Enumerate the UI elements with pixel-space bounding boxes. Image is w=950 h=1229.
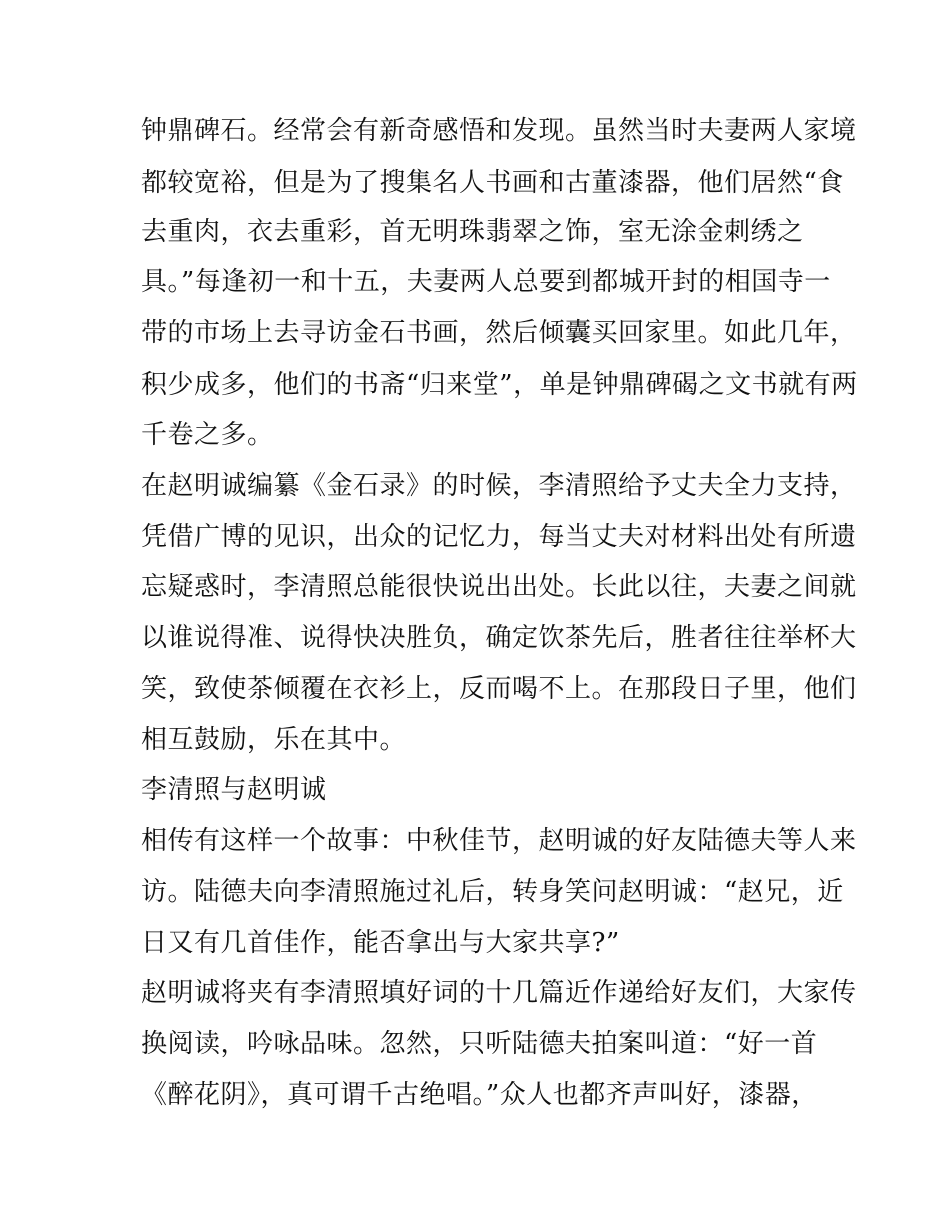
text-line: 忘疑惑时，李清照总能很快说出出处。长此以往，夫妻之间就 <box>141 572 857 602</box>
text-line: 带的市场上去寻访金石书画，然后倾囊买回家里。如此几年， <box>141 318 857 348</box>
text-line: 千卷之多。 <box>141 420 274 450</box>
text-line: 《醉花阴》，真可谓千古绝唱。”众人也都齐声叫好，漆器， <box>141 1080 818 1110</box>
section-heading: 李清照与赵明诚 <box>141 775 327 805</box>
text-line: 笑，致使茶倾覆在衣衫上，反而喝不上。在那段日子里，他们 <box>141 674 857 704</box>
text-line: 积少成多，他们的书斋“归来堂”，单是钟鼎碑碣之文书就有两 <box>141 370 858 400</box>
text-line: 相互鼓励，乐在其中。 <box>141 725 407 755</box>
text-line: 具。”每逢初一和十五，夫妻两人总要到都城开封的相国寺一 <box>141 267 831 297</box>
text-line: 日又有几首佳作，能否拿出与大家共享?” <box>141 928 620 958</box>
text-line: 以谁说得准、说得快决胜负，确定饮茶先后，胜者往往举杯大 <box>141 623 857 653</box>
text-line: 去重肉，衣去重彩，首无明珠翡翠之饰，室无涂金刺绣之 <box>141 217 804 247</box>
text-line: 在赵明诚编纂《金石录》的时候，李清照给予丈夫全力支持， <box>141 471 857 501</box>
text-line: 相传有这样一个故事：中秋佳节，赵明诚的好友陆德夫等人来 <box>141 826 857 856</box>
text-line: 赵明诚将夹有李清照填好词的十几篇近作递给好友们，大家传 <box>141 978 857 1008</box>
text-line: 访。陆德夫向李清照施过礼后，转身笑问赵明诚：“赵兄，近 <box>141 877 844 907</box>
text-line: 钟鼎碑石。经常会有新奇感悟和发现。虽然当时夫妻两人家境 <box>141 116 857 146</box>
text-line: 凭借广博的见识，出众的记忆力，每当丈夫对材料出处有所遗 <box>141 522 857 552</box>
text-line: 换阅读，吟咏品味。忽然，只听陆德夫拍案叫道：“好一首 <box>141 1029 818 1059</box>
text-line: 都较宽裕，但是为了搜集名人书画和古董漆器，他们居然“食 <box>141 168 844 198</box>
